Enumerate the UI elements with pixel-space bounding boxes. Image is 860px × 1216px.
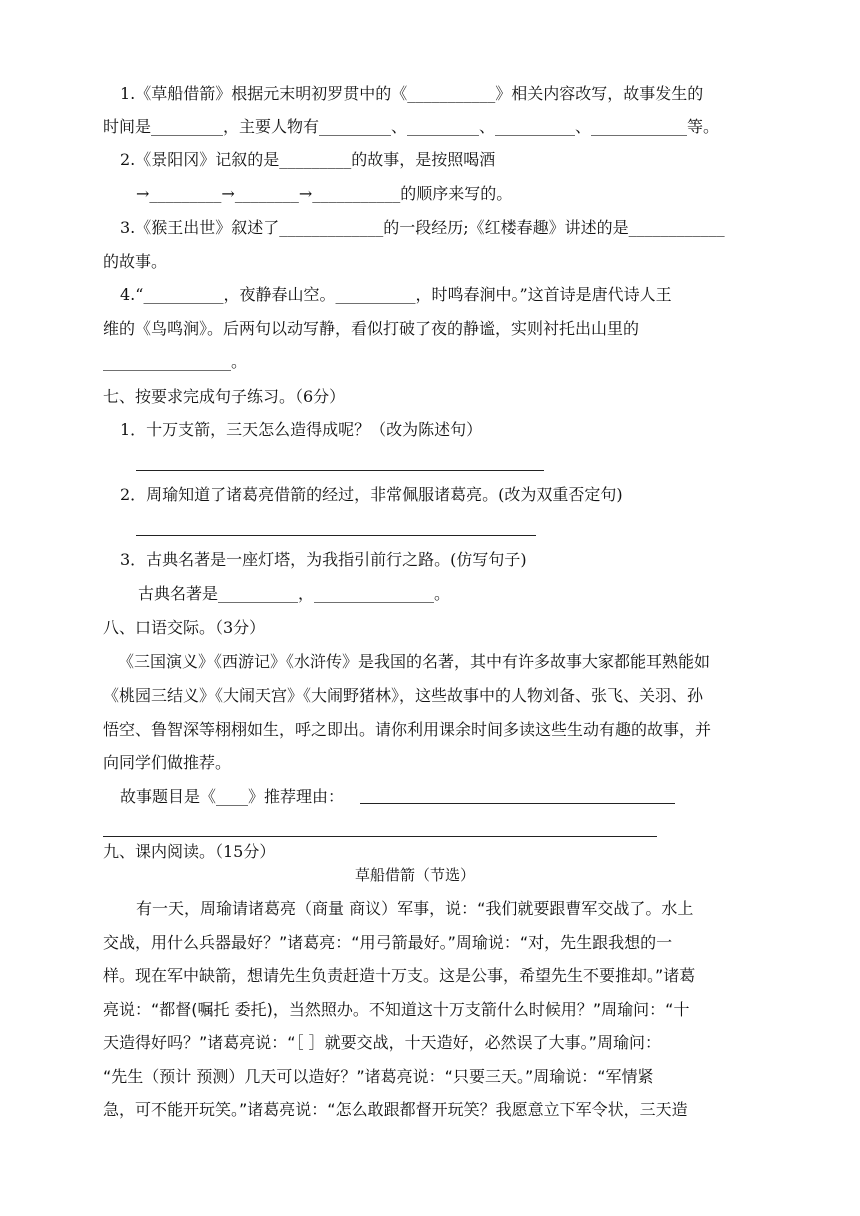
q9-heading: 九、课内阅读。（15分）	[103, 842, 276, 861]
q8-reason-line[interactable]	[360, 803, 675, 804]
passage-line6: “先生（预计 预测）几天可以造好？”诸葛亮说：“只要三天。”周瑜说：“军情紧	[103, 1067, 654, 1086]
q7-item1: 1．十万支箭，三天怎么造得成呢？（改为陈述句）	[120, 420, 483, 439]
passage-line7: 急，可不能开玩笑。”诸葛亮说：“怎么敢跟都督开玩笑？我愿意立下军令状，三天造	[103, 1100, 688, 1119]
q6-item4-line1: 4.“__________，夜静春山空。__________，时鸣春涧中。”这首诗是唐代诗人王	[120, 285, 672, 304]
q7-item3: 3．古典名著是一座灯塔，为我指引前行之路。(仿写句子)	[120, 550, 527, 569]
q6-item2-line2: →_________→________→___________的顺序来写的。	[136, 184, 513, 203]
q8-answer-label: 故事题目是《____》推荐理由：	[120, 787, 345, 806]
passage-line2: 交战，用什么兵器最好？”诸葛亮：“用弓箭最好。”周瑜说：“对，先生跟我想的一	[103, 933, 673, 952]
q6-item4-line2: 维的《鸟鸣涧》。后两句以动写静，看似打破了夜的静谧，实则衬托出山里的	[103, 319, 640, 338]
q8-para-line2: 《桃园三结义》《大闹天宫》《大闹野猪林》，这些故事中的人物刘备、张飞、关羽、孙	[103, 686, 704, 705]
q7-item3-answer: 古典名著是__________，_______________。	[138, 584, 451, 603]
passage-line5: 天造得好吗？”诸葛亮说：“［ ］就要交战，十天造好，必然误了大事。”周瑜问：	[103, 1033, 661, 1052]
passage-line4: 亮说：“都督(嘱托 委托)，当然照办。不知道这十万支箭什么时候用？”周瑜问：“十	[103, 1000, 690, 1019]
q6-item2-line1: 2.《景阳冈》记叙的是_________的故事，是按照喝酒	[120, 150, 496, 169]
q7-item1-answer-line[interactable]	[136, 470, 544, 471]
q7-item2: 2．周瑜知道了诸葛亮借箭的经过，非常佩服诸葛亮。(改为双重否定句)	[120, 485, 623, 504]
q8-para-line1: 《三国演义》《西游记》《水浒传》是我国的名著，其中有许多故事大家都能耳熟能如	[118, 652, 711, 671]
q8-reason-line-2[interactable]	[103, 836, 657, 837]
q6-item4-line3: ________________。	[103, 352, 248, 371]
q8-para-line3: 悟空、鲁智深等栩栩如生，呼之即出。请你利用课余时间多读这些生动有趣的故事，并	[103, 720, 712, 739]
passage-title: 草船借箭（节选）	[355, 866, 476, 884]
q8-heading: 八、口语交际。（3分）	[103, 618, 266, 637]
q6-item1-line1: 1.《草船借箭》根据元末明初罗贯中的《___________》相关内容改写，故事发生的	[120, 84, 704, 103]
q7-heading: 七、按要求完成句子练习。（6分）	[103, 387, 346, 406]
q8-para-line4: 向同学们做推荐。	[103, 753, 232, 772]
q6-item1-line2: 时间是_________，主要人物有_________、_________、__________、____________等。	[103, 117, 720, 136]
q6-item3-line1: 3.《猴王出世》叙述了_____________的一段经历;《红楼春趣》讲述的是____________	[120, 218, 725, 237]
passage-line3: 样。现在军中缺箭，想请先生负责赶造十万支。这是公事，希望先生不要推却。”诸葛	[103, 966, 696, 985]
passage-line1: 有一天，周瑜请诸葛亮（商量 商议）军事，说：“我们就要跟曹军交战了。水上	[136, 899, 694, 918]
q6-item3-line2: 的故事。	[103, 252, 168, 271]
q7-item2-answer-line[interactable]	[136, 535, 536, 536]
